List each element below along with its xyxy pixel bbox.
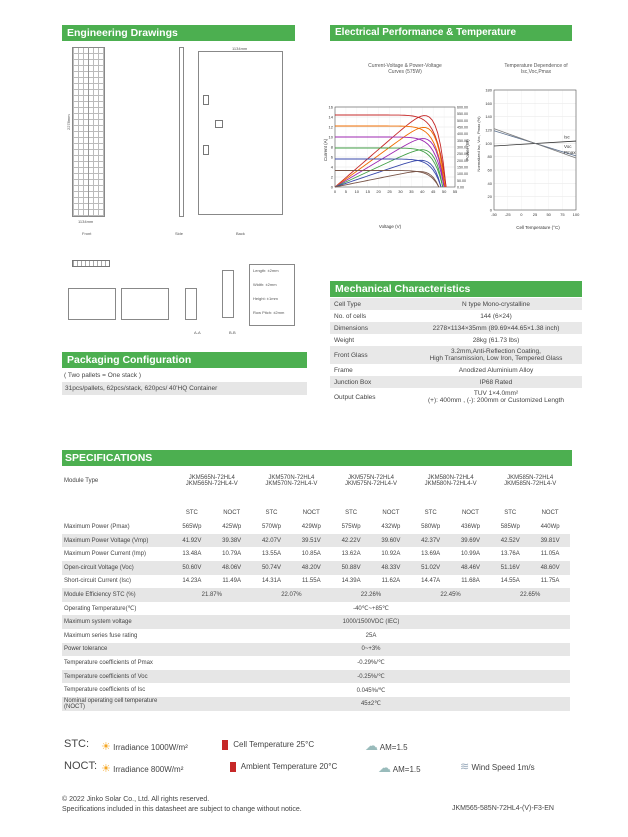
mech-row bbox=[330, 364, 582, 376]
mechanical-header: Mechanical Characteristics bbox=[330, 281, 582, 297]
mech-key: Junction Box bbox=[330, 376, 410, 388]
iv-xtick: 55 bbox=[452, 189, 458, 194]
engineering-drawings-header: Engineering Drawings bbox=[62, 25, 295, 41]
iv-y2tick: 450.00 bbox=[457, 125, 468, 130]
spec-value: 13.69A bbox=[421, 551, 441, 558]
spec-value: 575Wp bbox=[341, 523, 361, 530]
temp-xtick: -25 bbox=[504, 212, 511, 217]
iv-ytick: 8 bbox=[330, 144, 333, 150]
stc-am bbox=[365, 738, 408, 754]
mech-row bbox=[330, 298, 582, 310]
model-name: JKM585N-72HL4 JKM585N-72HL4-V bbox=[504, 475, 557, 487]
tolerance-box bbox=[249, 264, 295, 326]
stc-irradiance-text: Irradiance 1000W/m² bbox=[113, 743, 188, 752]
noct-ambient bbox=[230, 762, 337, 772]
specifications-header: SPECIFICATIONS bbox=[62, 450, 572, 466]
mech-row bbox=[330, 376, 582, 388]
spacer-cell bbox=[62, 493, 570, 507]
stc-cell-temp bbox=[222, 740, 314, 750]
iv-ytick: 16 bbox=[328, 104, 333, 110]
mech-value: N type Mono-crystalline bbox=[410, 298, 582, 310]
footer-notice: Specifications included in this datasheet are subject to change without notice. bbox=[62, 806, 302, 813]
spec-key: Open-circuit Voltage (Voc) bbox=[62, 561, 172, 575]
common-spec-row bbox=[62, 656, 570, 670]
spec-value: 13.76A bbox=[500, 551, 520, 558]
noct-header: NOCT bbox=[382, 510, 400, 517]
stc-header: STC bbox=[504, 510, 517, 517]
packaging-line: 31pcs/pallets, 62pcs/stack, 620pcs/ 40'HQ Container bbox=[62, 382, 307, 395]
spec-key: Maximum Power (Pmax) bbox=[64, 523, 130, 530]
efficiency-value: 22.65% bbox=[490, 588, 570, 602]
spec-value: 42.22V bbox=[331, 534, 371, 548]
mech-key: Cell Type bbox=[330, 298, 410, 310]
model-name: JKM565N-72HL4 JKM565N-72HL4-V bbox=[185, 475, 238, 487]
noct-header: NOCT bbox=[541, 510, 559, 517]
noct-label: NOCT: bbox=[64, 760, 97, 772]
temp-xtick: 100 bbox=[572, 212, 580, 217]
spec-value: 48.46V bbox=[451, 561, 491, 575]
iv-y2tick: 250.00 bbox=[457, 152, 468, 157]
iv-xtick: 0 bbox=[333, 189, 337, 194]
iv-xtick: 5 bbox=[344, 189, 348, 194]
spec-key: Short-circuit Current (Isc) bbox=[64, 578, 132, 585]
iv-xtick: 45 bbox=[430, 189, 436, 194]
spec-value: 565Wp bbox=[182, 523, 202, 530]
frame-section-bb bbox=[222, 270, 234, 318]
spec-value: 10.79A bbox=[222, 551, 242, 558]
stc-header: STC bbox=[185, 510, 198, 517]
iv-ytick: 2 bbox=[330, 174, 333, 180]
mech-row bbox=[330, 388, 582, 406]
thermometer-icon bbox=[222, 740, 228, 750]
common-key: Maximum system voltage bbox=[62, 615, 172, 629]
noct-ambient-text: Ambient Temperature 20°C bbox=[240, 762, 338, 772]
module-type-label: Module Type bbox=[64, 478, 99, 484]
common-key: Temperature coefficients of Pmax bbox=[64, 659, 153, 666]
common-spec-row bbox=[62, 615, 570, 629]
noct-am-text: AM=1.5 bbox=[392, 765, 421, 774]
stc-irradiance bbox=[101, 740, 188, 753]
spec-value: 14.55A bbox=[500, 578, 520, 585]
spec-value: 48.33V bbox=[371, 561, 411, 575]
temp-ytick: 120 bbox=[485, 127, 492, 133]
iv-current-curve bbox=[335, 126, 445, 187]
mech-key: Weight bbox=[334, 336, 355, 344]
iv-y2tick: 100.00 bbox=[457, 172, 468, 177]
electrical-performance-header: Electrical Performance & Temperature Dependence bbox=[330, 25, 572, 41]
height-dimension-label: 2278mm bbox=[66, 114, 71, 130]
frame-section-aa bbox=[185, 288, 197, 320]
spec-key: Maximum Power Voltage (Vmp) bbox=[62, 534, 172, 548]
model-name: JKM575N-72HL4 JKM575N-72HL4-V bbox=[344, 475, 397, 487]
spec-value: 11.75A bbox=[540, 578, 560, 585]
temp-chart bbox=[468, 82, 586, 234]
common-value: -0.29%/℃ bbox=[357, 660, 385, 667]
front-label: Front bbox=[82, 231, 92, 236]
common-key: Nominal operating cell temperature (NOCT) bbox=[62, 697, 172, 711]
mech-key: Frame bbox=[334, 366, 353, 374]
spec-value: 48.20V bbox=[291, 561, 331, 575]
temp-xtick: 50 bbox=[546, 212, 551, 217]
spec-value: 50.60V bbox=[172, 561, 212, 575]
module-type-row bbox=[62, 469, 570, 493]
common-spec-row bbox=[62, 683, 570, 697]
efficiency-value: 22.45% bbox=[411, 588, 491, 602]
specifications-table bbox=[62, 469, 570, 711]
spec-value-row bbox=[62, 561, 570, 575]
common-key: Power tolerance bbox=[62, 643, 172, 657]
temp-ytick: 140 bbox=[485, 114, 492, 120]
sun-icon: ☀ bbox=[101, 763, 111, 775]
mounting-hole-top bbox=[203, 95, 209, 105]
spec-value: 425Wp bbox=[222, 523, 242, 530]
mech-row bbox=[330, 334, 582, 346]
spec-value: 10.99A bbox=[460, 551, 480, 558]
sun-icon: ☀ bbox=[101, 741, 111, 753]
mech-key: Output Cables bbox=[334, 393, 376, 401]
mech-value: 3.2mm,Anti-Reflection Coating, High Transmission, Low Iron, Tempered Glass bbox=[410, 346, 582, 364]
efficiency-row bbox=[62, 588, 570, 602]
iv-xtick: 10 bbox=[354, 189, 360, 194]
side-panel-drawing bbox=[179, 47, 184, 217]
stc-header: STC bbox=[345, 510, 358, 517]
temp-chart-title bbox=[486, 63, 586, 75]
iv-chart-title-line2: Curves (575W) bbox=[388, 69, 422, 75]
spec-value: 10.85A bbox=[301, 551, 321, 558]
spec-value: 436Wp bbox=[460, 523, 480, 530]
model-name: JKM570N-72HL4 JKM570N-72HL4-V bbox=[265, 475, 318, 487]
iv-y2tick: 400.00 bbox=[457, 132, 468, 137]
condition-row bbox=[62, 507, 570, 521]
spec-value: 432Wp bbox=[381, 523, 401, 530]
stc-am-text: AM=1.5 bbox=[379, 743, 408, 752]
back-label: Back bbox=[236, 231, 245, 236]
iv-y2tick: 350.00 bbox=[457, 138, 468, 143]
temp-ytick: 160 bbox=[485, 100, 492, 106]
common-value: 0~+3% bbox=[172, 643, 570, 657]
iv-y2tick: 150.00 bbox=[457, 165, 468, 170]
stc-header: STC bbox=[265, 510, 278, 517]
spec-value-row bbox=[62, 575, 570, 589]
back-width-label: 1134mm bbox=[232, 46, 248, 51]
iv-xlabel: Voltage (V) bbox=[378, 224, 402, 229]
temp-ytick: 180 bbox=[485, 87, 492, 93]
mech-value: Anodized Aluminium Alloy bbox=[458, 366, 534, 374]
temp-series-label: Isc bbox=[564, 134, 570, 140]
iv-y2tick: 300.00 bbox=[457, 145, 468, 150]
temp-chart-title-line2: Isc,Voc,Pmax bbox=[520, 69, 552, 75]
thermometer-icon bbox=[230, 762, 236, 772]
iv-xtick: 30 bbox=[398, 189, 403, 194]
tolerance-length: Length: ±2mm bbox=[253, 268, 279, 273]
spec-value: 50.88V bbox=[331, 561, 371, 575]
iv-xtick: 25 bbox=[387, 189, 392, 194]
spec-key: Maximum Power Current (Imp) bbox=[64, 551, 147, 558]
spec-value: 585Wp bbox=[500, 523, 520, 530]
cloud-icon: ☁ bbox=[378, 760, 391, 775]
mechanical-table bbox=[330, 298, 582, 406]
model-name: JKM580N-72HL4 JKM580N-72HL4-V bbox=[424, 475, 477, 487]
iv-xtick: 20 bbox=[376, 189, 381, 194]
temp-ytick: 40 bbox=[487, 180, 492, 186]
temp-xtick: 75 bbox=[560, 212, 565, 217]
common-value: -0.25%/℃ bbox=[172, 670, 570, 684]
spec-value: 39.60V bbox=[371, 534, 411, 548]
common-spec-row bbox=[62, 643, 570, 657]
common-spec-row bbox=[62, 697, 570, 711]
temp-xtick: 0 bbox=[520, 212, 523, 217]
temp-xtick: 25 bbox=[532, 212, 538, 217]
temp-ytick: 20 bbox=[487, 194, 492, 200]
spec-value: 14.47A bbox=[421, 578, 441, 585]
spec-value: 14.39A bbox=[341, 578, 361, 585]
noct-am bbox=[378, 760, 421, 776]
blank-cell bbox=[62, 507, 172, 521]
spec-value: 50.74V bbox=[252, 561, 292, 575]
spec-value: 42.07V bbox=[252, 534, 292, 548]
section-aa-label: A-A bbox=[194, 330, 201, 335]
spec-value: 39.38V bbox=[212, 534, 252, 548]
temp-series-label: Pmax bbox=[564, 150, 576, 155]
spec-value: 51.02V bbox=[411, 561, 451, 575]
common-key: Operating Temperature(℃) bbox=[64, 606, 137, 613]
iv-ylabel-left: Current (A) bbox=[323, 138, 328, 162]
iv-chart-title-line1: Current-Voltage & Power-Voltage bbox=[368, 63, 442, 69]
spec-value-row bbox=[62, 534, 570, 548]
iv-ytick: 0 bbox=[330, 184, 333, 190]
temp-chart-title-line1: Temperature Dependence of bbox=[504, 63, 568, 69]
temp-ytick: 60 bbox=[487, 167, 492, 173]
spec-value: 51.16V bbox=[490, 561, 530, 575]
temp-series-label: Voc bbox=[564, 144, 572, 149]
common-key: Temperature coefficients of Voc bbox=[62, 670, 172, 684]
iv-xtick: 15 bbox=[365, 189, 370, 194]
noct-wind-text: Wind Speed 1m/s bbox=[471, 763, 535, 772]
iv-chart bbox=[315, 95, 480, 235]
spec-value-row bbox=[62, 547, 570, 561]
mech-key: Front Glass bbox=[330, 346, 410, 364]
iv-y2tick: 200.00 bbox=[457, 158, 468, 163]
cable-detail-drawing bbox=[72, 260, 110, 267]
temp-ytick: 100 bbox=[485, 140, 492, 146]
mech-value: 28kg (61.73 lbs) bbox=[472, 336, 520, 344]
spec-value: 11.62A bbox=[381, 578, 401, 585]
temp-ylabel: Normalized Isc, Voc, Pmax (%) bbox=[476, 116, 481, 172]
spec-value: 570Wp bbox=[261, 523, 281, 530]
iv-xtick: 40 bbox=[420, 189, 425, 194]
spec-value: 11.68A bbox=[461, 578, 480, 585]
iv-xtick: 35 bbox=[409, 189, 414, 194]
mech-row bbox=[330, 346, 582, 364]
iv-ytick: 4 bbox=[330, 164, 333, 170]
temp-ytick: 0 bbox=[489, 207, 492, 213]
mech-value: TUV 1×4.0mm² (+): 400mm , (-): 200mm or Customized Length bbox=[427, 390, 564, 404]
stc-label: STC: bbox=[64, 738, 90, 750]
spec-value: 429Wp bbox=[301, 523, 321, 530]
noct-header: NOCT bbox=[302, 510, 320, 517]
spec-value: 39.81V bbox=[530, 534, 570, 548]
spec-value: 42.37V bbox=[411, 534, 451, 548]
mech-row bbox=[330, 322, 582, 334]
common-spec-row bbox=[62, 629, 570, 643]
tolerance-row-pitch: Row Pitch: ±2mm bbox=[253, 310, 285, 315]
mounting-detail-1 bbox=[68, 288, 116, 320]
mech-row bbox=[330, 310, 582, 322]
efficiency-value: 22.07% bbox=[252, 588, 332, 602]
spec-value: 42.52V bbox=[490, 534, 530, 548]
side-label: Side bbox=[175, 231, 184, 236]
stc-cell-temp-text: Cell Temperature 25°C bbox=[233, 740, 315, 750]
temp-ytick: 80 bbox=[487, 154, 492, 160]
spacer-row bbox=[62, 493, 570, 507]
common-value: 25A bbox=[365, 632, 377, 639]
iv-y2tick: 500.00 bbox=[457, 118, 468, 123]
tolerance-height: Height: ±1mm bbox=[253, 296, 278, 301]
efficiency-value: 22.26% bbox=[331, 588, 411, 602]
mech-key: No. of cells bbox=[334, 312, 367, 320]
junction-box-drawing bbox=[215, 120, 223, 128]
spec-value: 580Wp bbox=[421, 523, 441, 530]
spec-value: 13.48A bbox=[182, 551, 202, 558]
mounting-detail-2 bbox=[121, 288, 169, 320]
iv-y2tick: 550.00 bbox=[457, 112, 468, 117]
mech-key: Dimensions bbox=[330, 322, 410, 334]
spec-value: 11.05A bbox=[540, 551, 560, 558]
spec-value: 48.60V bbox=[530, 561, 570, 575]
mech-value: 144 (6×24) bbox=[480, 312, 512, 320]
mech-value: 2278×1134×35mm (89.69×44.65×1.38 inch) bbox=[410, 322, 582, 334]
common-spec-row bbox=[62, 602, 570, 616]
iv-y2tick: 0.00 bbox=[457, 185, 464, 190]
spec-value: 13.55A bbox=[261, 551, 281, 558]
temp-xlabel: Cell Temperature (°C) bbox=[516, 225, 560, 230]
noct-irradiance bbox=[101, 762, 183, 775]
iv-y2tick: 600.00 bbox=[457, 105, 468, 110]
spec-value: 14.23A bbox=[182, 578, 202, 585]
iv-xtick: 50 bbox=[441, 189, 447, 194]
section-bb-label: B-B bbox=[229, 330, 236, 335]
packaging-note: ( Two pallets = One stack ) bbox=[64, 372, 142, 379]
iv-y2tick: 50.00 bbox=[457, 178, 466, 183]
common-spec-row bbox=[62, 670, 570, 684]
spec-value: 13.62A bbox=[341, 551, 361, 558]
common-key: Maximum series fuse rating bbox=[64, 632, 138, 639]
width-dimension-label: 1134mm bbox=[78, 219, 94, 224]
stc-header: STC bbox=[424, 510, 437, 517]
iv-ytick: 12 bbox=[328, 124, 333, 130]
wind-icon: ≋ bbox=[460, 761, 470, 773]
spec-value: 11.55A bbox=[302, 578, 321, 585]
spec-value: 11.49A bbox=[222, 578, 241, 585]
common-value: 0.045%/℃ bbox=[356, 687, 386, 694]
iv-chart-title bbox=[340, 63, 470, 75]
footer-copyright: © 2022 Jinko Solar Co., Ltd. All rights reserved. bbox=[62, 796, 210, 803]
noct-irradiance-text: Irradiance 800W/m² bbox=[113, 765, 184, 774]
common-key: Temperature coefficients of Isc bbox=[64, 687, 146, 694]
common-value: 1000/1500VDC (IEC) bbox=[172, 615, 570, 629]
spec-value: 48.06V bbox=[212, 561, 252, 575]
front-panel-midline bbox=[88, 47, 89, 217]
footer-code: JKM565-585N-72HL4-(V)-F3-EN bbox=[452, 805, 554, 812]
mech-value: IP68 Rated bbox=[410, 376, 582, 388]
spec-value: 39.69V bbox=[451, 534, 491, 548]
spec-value: 14.31A bbox=[261, 578, 281, 585]
spec-value: 39.51V bbox=[291, 534, 331, 548]
iv-ytick: 6 bbox=[330, 154, 333, 160]
footer-block bbox=[62, 795, 302, 815]
efficiency-label: Module Efficiency STC (%) bbox=[62, 588, 172, 602]
efficiency-value: 21.87% bbox=[172, 588, 252, 602]
spec-value: 10.92A bbox=[381, 551, 401, 558]
mounting-hole-bottom bbox=[203, 145, 209, 155]
common-value: 45±2℃ bbox=[172, 697, 570, 711]
cloud-icon: ☁ bbox=[365, 738, 378, 753]
temp-xtick: -50 bbox=[491, 212, 497, 217]
spec-value: 41.92V bbox=[172, 534, 212, 548]
tolerance-width: Width: ±2mm bbox=[253, 282, 277, 287]
iv-ytick: 14 bbox=[328, 114, 333, 120]
packaging-header: Packaging Configuration bbox=[62, 352, 307, 368]
back-panel-drawing bbox=[198, 51, 283, 215]
iv-ylabel-right: Power (W) bbox=[465, 139, 470, 161]
noct-wind bbox=[460, 760, 535, 773]
noct-header: NOCT bbox=[461, 510, 479, 517]
spec-value: 440Wp bbox=[540, 523, 560, 530]
iv-ytick: 10 bbox=[328, 134, 333, 140]
common-value: -40℃~+85℃ bbox=[353, 606, 389, 613]
spec-value-row bbox=[62, 520, 570, 534]
noct-header: NOCT bbox=[223, 510, 241, 517]
